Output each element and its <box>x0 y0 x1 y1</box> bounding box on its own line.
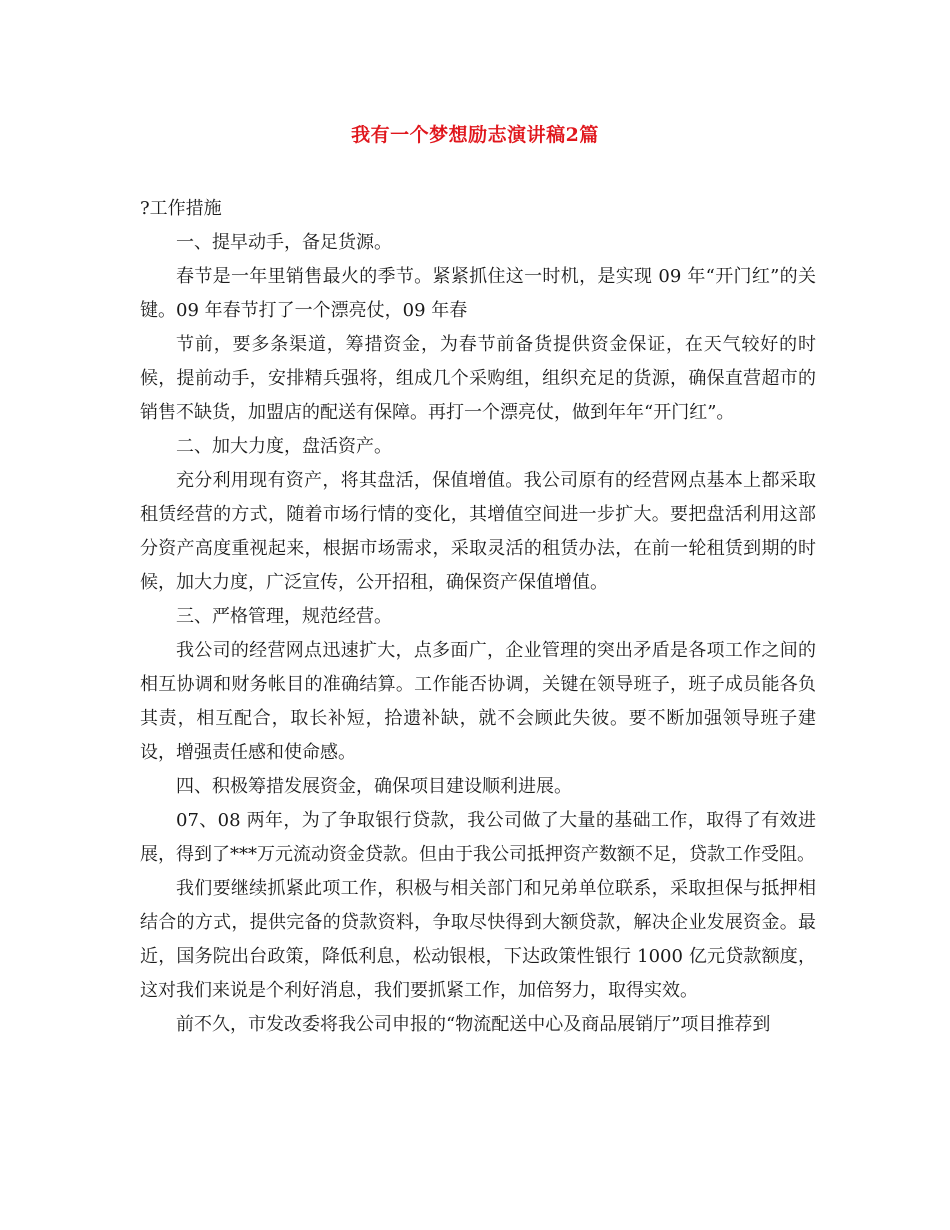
document-body <box>140 192 816 1042</box>
subheading-4: 四、积极筹措发展资金，确保项目建设顺利进展。 <box>176 776 572 797</box>
section-heading-work-measures: ?工作措施 <box>140 198 222 219</box>
paragraph: 我公司的经营网点迅速扩大，点多面广，企业管理的突出矛盾是各项工作之间的相互协调和财务帐目的准确结算。工作能否协调，关键在领导班子，班子成员能各负其责，相互配合，取长补短，拾遗补缺，就不会顾此失彼。要不断加强领导班子建设，增强责任感和使命感。 <box>140 640 816 763</box>
paragraph: 节前，要多条渠道，筹措资金，为春节前备货提供资金保证，在天气较好的时候，提前动手，安排精兵强将，组成几个采购组，组织充足的货源，确保直营超市的销售不缺货，加盟店的配送有保障。再打一个漂亮仗，做到年年“开门红”。 <box>140 334 816 423</box>
paragraph: 春节是一年里销售最火的季节。紧紧抓住这一时机，是实现 09 年“开门红”的关键。09 年春节打了一个漂亮仗，09 年春 <box>140 266 816 321</box>
paragraph: 07、08 两年，为了争取银行贷款，我公司做了大量的基础工作，取得了有效进展，得到了***万元流动资金贷款。但由于我公司抵押资产数额不足，贷款工作受阻。 <box>140 810 816 865</box>
paragraph: 我们要继续抓紧此项工作，积极与相关部门和兄弟单位联系，采取担保与抵押相结合的方式，提供完备的贷款资料，争取尽快得到大额贷款，解决企业发展资金。最近，国务院出台政策，降低利息，松动银根，下达政策性银行 1000 亿元贷款额度，这对我们来说是个利好消息，我们要抓紧工作，加倍努力，取得实效。 <box>140 878 816 1001</box>
paragraph: 充分利用现有资产，将其盘活，保值增值。我公司原有的经营网点基本上都采取租赁经营的方式，随着市场行情的变化，其增值空间进一步扩大。要把盘活利用这部分资产高度重视起来，根据市场需求，采取灵活的租赁办法，在前一轮租赁到期的时候，加大力度，广泛宣传，公开招租，确保资产保值增值。 <box>140 470 816 593</box>
subheading-2: 二、加大力度，盘活资产。 <box>176 436 392 457</box>
document-title: 我有一个梦想励志演讲稿2篇 <box>351 124 599 146</box>
subheading-3: 三、严格管理，规范经营。 <box>176 606 392 627</box>
subheading-1: 一、提早动手，备足货源。 <box>176 232 392 253</box>
paragraph: 前不久，市发改委将我公司申报的“物流配送中心及商品展销厅”项目推荐到 <box>176 1014 771 1035</box>
